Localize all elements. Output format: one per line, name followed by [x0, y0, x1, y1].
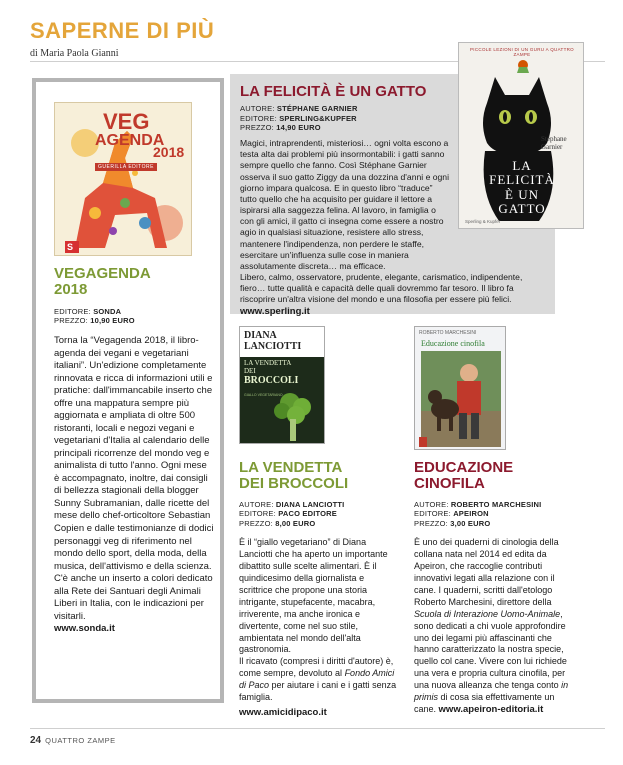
- felicita-cover-line2: FELICITÀ: [489, 172, 555, 188]
- broccoli-cover-author-line1: DIANA: [244, 330, 277, 341]
- vegagenda-price: [54, 316, 214, 326]
- cinofila-block: [414, 460, 574, 717]
- broccoli-title: [239, 460, 399, 492]
- cinofila-description: [414, 537, 574, 717]
- felicita-description-p1: Magici, intraprendenti, misteriosi… ogni volta escono a testa alta dai problemi più insormontabili: i gatti sanno sempre quello che fanno. Così Stéphane Garnier osserva il suo gatto Ziggy da una dozzina d'anni e ogni giorno impara qualcosa. E in questo libro “traduce” tutto quello che ha acquisito per guidare il lettore a ispirarsi alla saggezza felina. Al lavoro, in famiglia o con gli amici, il gatto ci insegna come essere a nostro agio in qualsiasi situazione, resistere allo stress, mantenere l'indipendenza, non perdere le staffe, esercitare un'influenza sulle cose in maniera assolutamente discreta… ma efficace.: [240, 138, 449, 271]
- price-value: 10,90 EURO: [90, 316, 135, 326]
- vegagenda-description: [54, 335, 214, 636]
- vegagenda-title-line2: 2018: [54, 280, 88, 298]
- price-value: 8,00 EURO: [275, 519, 316, 528]
- editor-value: SPERLING&KUPFER: [279, 113, 357, 123]
- broccoli-description: [239, 537, 399, 720]
- author-label: AUTORE:: [240, 103, 275, 113]
- author-value: DIANA LANCIOTTI: [275, 499, 345, 509]
- broccoli-description-p2-b: per aiutare i cani e i gatti senza famiglia.: [239, 680, 397, 703]
- author-label: AUTORE:: [414, 499, 449, 509]
- felicita-cover-line1: LA: [512, 158, 532, 173]
- vegagenda-meta: [54, 307, 214, 327]
- vegagenda-description-text: Torna la “Vegagenda 2018, il libro-agenda dei vegani e vegetariani italiani”. Un'edizione completamente rinnovata e ricca di informazioni utili e pratiche: dall'immancabile inserto che offre una mappatura sempre più aggiornata e ampliata di oltre 500 ristoranti, locali e negozi vegani e vegetariani d'Italia al calendario delle principali ricorrenze del mondo veg e animalista di tutto l'anno. Ogni mese è accompagnato, inoltre, dai consigli di bellezza stagionali della blogger Sunny Subramanian, dalle ricette del mese dello chef-orticoltore Sebastian Copien e dalle testimonianze di dodici personaggi veg di riferimento nel mondo dello sport, della moda, della musica, dell'attivismo e della scienza. C'è anche un inserto a colori dedicato alla Rete dei Santuari degli Animali Liberi in Italia, con le indicazioni per visitarli.: [54, 335, 214, 622]
- broccoli-cover-tagline: GIALLO VEGETARIANO: [244, 393, 283, 397]
- broccoli-cover-title-line3: BROCCOLI: [244, 375, 299, 387]
- page-number: 24: [30, 735, 42, 746]
- felicita-author: [240, 104, 550, 114]
- editor-value: SONDA: [93, 306, 122, 316]
- felicita-url-link[interactable]: www.sperling.it: [240, 305, 310, 317]
- section-title: SAPERNE DI PIÙ: [30, 18, 215, 43]
- price-label: PREZZO:: [239, 519, 273, 528]
- broccoli-cover-author: [244, 331, 301, 352]
- cinofila-desc-2: , sono dedicati a chi vuole approfondire uno dei legami più affascinanti che hanno caratterizzato la nostra specie, quello col cane. Vivere con lui richiede una vera e propria cultura cinofila, per una nuova alleanza che tenga conto: [414, 608, 567, 691]
- broccoli-title-line1: LA VENDETTA: [239, 459, 343, 476]
- vegagenda-title: [54, 266, 214, 298]
- cinofila-description-text: [414, 537, 574, 717]
- broccoli-description-p1: È il “giallo vegetariano” di Diana Lanciotti che ha aperto un importante dibattito sulle scelte alimentari. È il quindicesimo della giornalista e scrittrice che propone una storia intrigante, stupefacente, macabra, irriverente, ma anche ironica e divertente, come nel suo stile, ambientata nel mondo dell'alta gastronomia.: [239, 536, 388, 655]
- felicita-description-p2: [240, 272, 550, 318]
- broccoli-author: [239, 500, 399, 510]
- broccoli-cover-image: [239, 326, 325, 444]
- editor-value: APEIRON: [453, 509, 489, 519]
- sonda-logo: S: [67, 242, 74, 252]
- man-with-dog-icon: [415, 351, 506, 450]
- broccoli-description-p2: [239, 656, 399, 704]
- cinofila-desc-italic-2: in primis: [414, 680, 569, 703]
- broccoli-cover-author-line2: LANCIOTTI: [244, 340, 302, 352]
- broccoli-description-p2-a: Il ricavato (compresi i diritti d'autore) è, come sempre, devoluto al: [239, 656, 394, 679]
- vegagenda-block: [54, 266, 214, 636]
- vegagenda-cover-year: 2018: [153, 144, 185, 160]
- vegagenda-cover-line2: AGENDA: [95, 132, 165, 149]
- cinofila-title-line1: EDUCAZIONE: [414, 459, 514, 476]
- cinofila-price: [414, 519, 574, 529]
- broccoli-meta: [239, 500, 399, 529]
- broccoli-block: [239, 460, 399, 720]
- author-value: STÉPHANE GARNIER: [276, 103, 358, 113]
- price-label: PREZZO:: [54, 316, 88, 326]
- broccoli-cover-title-line2: DEI: [244, 366, 256, 375]
- felicita-description: [240, 138, 550, 318]
- felicita-title: LA FELICITÀ È UN GATTO: [240, 83, 427, 100]
- cinofila-cover-title: Educazione cinofila: [421, 339, 485, 348]
- vegagenda-cover-line1: VEG: [103, 109, 150, 134]
- editor-label: EDITORE:: [240, 113, 277, 123]
- author-label: AUTORE:: [239, 499, 274, 509]
- cinofila-author: [414, 500, 574, 510]
- cinofila-desc-italic-1: Scuola di Interazione Uomo-Animale: [414, 608, 561, 619]
- vegagenda-editor: [54, 307, 214, 317]
- footer-divider: [30, 728, 605, 729]
- vegagenda-cover-image: [54, 102, 192, 256]
- vegagenda-title-line1: VEGAGENDA: [54, 265, 151, 282]
- article-author: di Maria Paola Gianni: [30, 48, 119, 59]
- felicita-description-p2-text: Libero, calmo, osservatore, prudente, elegante, carismatico, indipendente, fiero… tutte qualità e capacità delle quali dovremmo far tesoro. Il libro fa riscoprire un'altra visione del mondo e una filosofia per essere più felici.: [240, 272, 523, 305]
- broccoli-description-p2-italic: Fondo Amici di Paco: [239, 668, 395, 691]
- cinofila-cover-author: ROBERTO MARCHESINI: [419, 330, 477, 336]
- cinofila-title-line2: CINOFILA: [414, 474, 485, 492]
- price-value: 3,00 EURO: [450, 519, 491, 528]
- price-label: PREZZO:: [240, 123, 274, 133]
- price-label: PREZZO:: [414, 519, 448, 528]
- broccoli-editor: [239, 509, 399, 519]
- cinofila-editor: [414, 509, 574, 519]
- price-value: 14,90 EURO: [276, 123, 321, 133]
- editor-label: EDITORE:: [239, 509, 276, 519]
- felicita-editor: [240, 114, 550, 124]
- author-value: ROBERTO MARCHESINI: [450, 499, 542, 509]
- cinofila-url-link[interactable]: www.apeiron-editoria.it: [438, 704, 544, 716]
- editor-label: EDITORE:: [54, 306, 91, 316]
- felicita-meta: [240, 104, 550, 133]
- felicita-block: [240, 84, 550, 318]
- page-footer: [30, 735, 116, 746]
- broccoli-price: [239, 519, 399, 529]
- felicita-cover-line4: GATTO: [498, 200, 546, 216]
- cinofila-title: [414, 460, 574, 492]
- felicita-cover-series: PICCOLE LEZIONI DI UN GURU A QUATTRO ZAMPE: [470, 47, 574, 57]
- apeiron-logo-icon: [419, 437, 427, 447]
- cinofila-desc-1: È uno dei quaderni di cinologia della collana nata nel 2014 ed edita da Apeiron, che raccoglie contributi innovativi legati alla relazione con il cane. I quaderni, scritti dall'etologo Roberto Marchesini, direttore della: [414, 536, 559, 607]
- broccoli-cover-title: [244, 360, 298, 386]
- vegagenda-url-link[interactable]: www.sonda.it: [54, 623, 115, 635]
- cinofila-meta: [414, 500, 574, 529]
- cinofila-cover-image: [414, 326, 506, 450]
- broccoli-title-line2: DEI BROCCOLI: [239, 474, 349, 492]
- felicita-cover-line3: È UN: [505, 186, 539, 202]
- felicita-price: [240, 123, 550, 133]
- felicita-cover-author: Stéphane Garnier: [541, 135, 567, 151]
- editor-label: EDITORE:: [414, 509, 451, 519]
- magazine-name: QUATTRO ZAMPE: [45, 736, 116, 745]
- vegagenda-cover-subtitle: GUERILLA EDITORE: [95, 163, 157, 171]
- broccoli-url-link[interactable]: www.amicidipaco.it: [239, 707, 327, 719]
- cinofila-desc-3: di cosa sia effettivamente un cane.: [414, 692, 555, 715]
- broccoli-cover-title-line1: LA VENDETTA: [244, 359, 292, 367]
- felicita-cover-publisher: Sperling & Kupfer: [465, 219, 501, 224]
- editor-value: PACO EDITORE: [278, 509, 337, 519]
